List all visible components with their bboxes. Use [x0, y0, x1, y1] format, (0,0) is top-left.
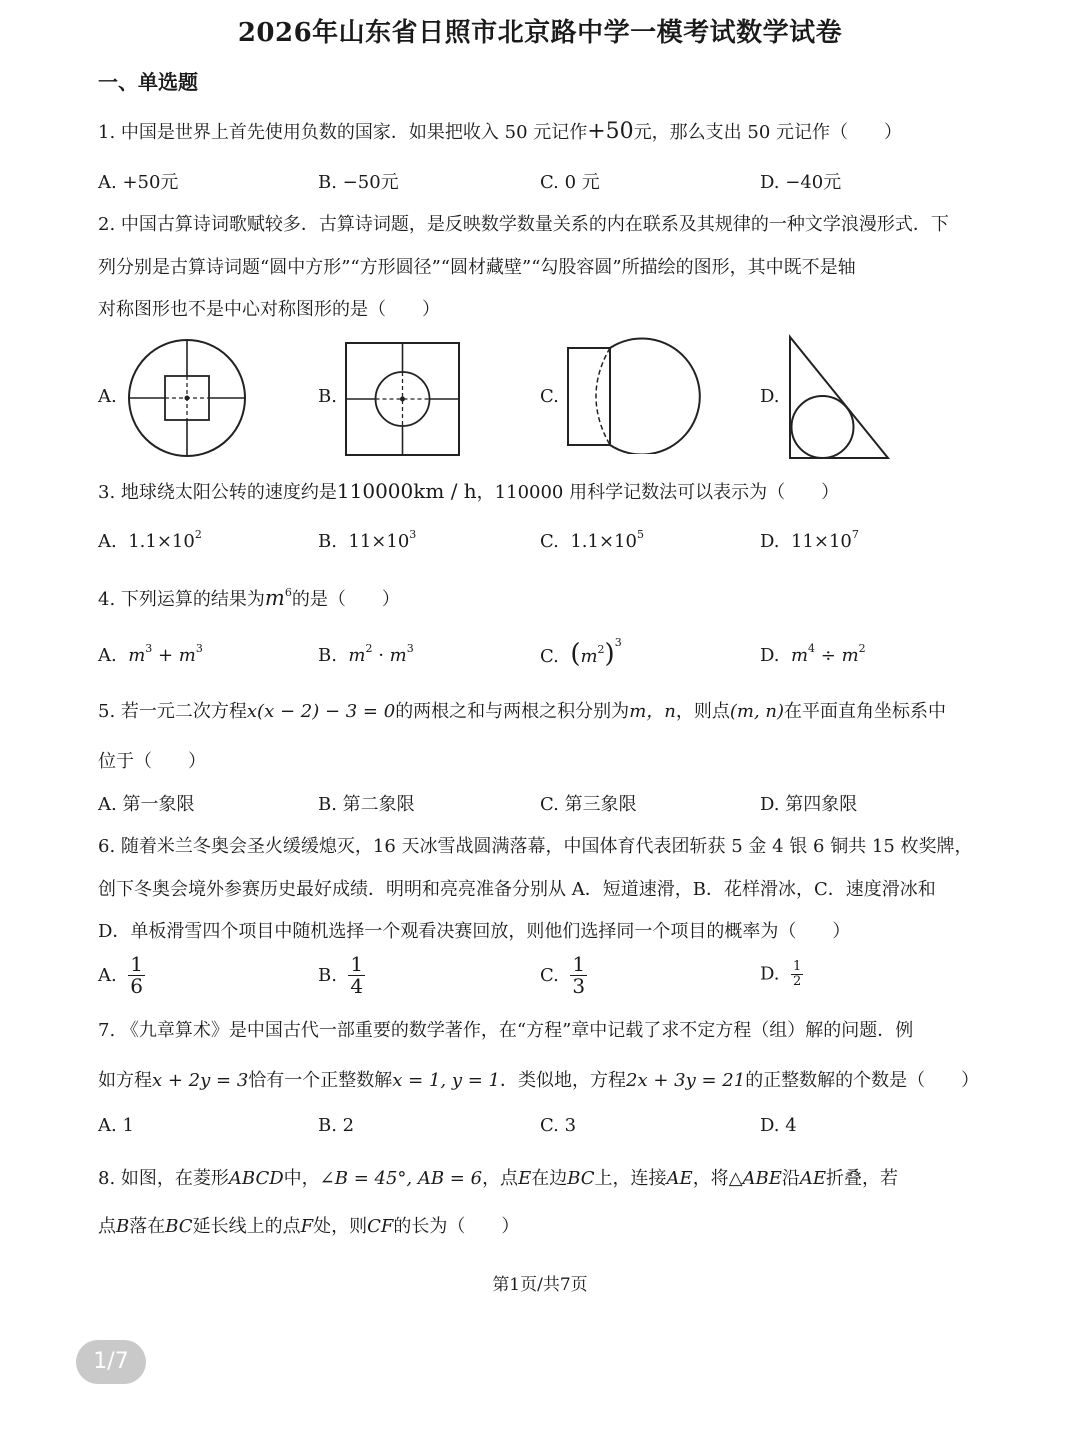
- q8-text-6: ，将: [692, 1168, 729, 1189]
- q6-line-3: D．单板滑雪四个项目中随机选择一个观看决赛回放，则他们选择同一个项目的概率为（ ）: [98, 921, 851, 942]
- q8-text-3: ，点: [482, 1168, 519, 1189]
- q6-b-num: 1: [350, 952, 364, 976]
- q3-b-exp: 3: [409, 528, 417, 541]
- q6-b-den: 4: [350, 974, 364, 998]
- q8-ae2: AE: [799, 1168, 827, 1189]
- q8-b: B: [116, 1216, 130, 1237]
- q3-d-exp: 7: [851, 528, 859, 541]
- q4-option-b: B. $m^2 \cdot m^3$: [318, 642, 414, 666]
- q5-option-d: D. 第四象限: [760, 794, 858, 815]
- q4-option-a: A. $m^3 + m^3$: [98, 642, 203, 666]
- q8-text-5: 上，连接: [594, 1168, 667, 1189]
- q6-line-1: 6. 随着米兰冬奥会圣火缓缓熄灭，16 天冰雪战圆满落幕，中国体育代表团斩获 5 金 4 银 6 铜共 15 枚奖牌，: [98, 836, 973, 857]
- figure-circle-in-wall: [564, 334, 714, 454]
- q5-option-b: B. 第二象限: [318, 794, 415, 815]
- q4-var: m: [264, 586, 285, 610]
- q8-text-7: 沿: [781, 1168, 800, 1189]
- q6-a-label: A.: [98, 965, 117, 986]
- q7-text-3: ．类似地，方程: [500, 1070, 626, 1091]
- q8-bc2: BC: [165, 1216, 193, 1237]
- q7-option-c: C. 3: [540, 1115, 577, 1136]
- q1-option-a: A. +50元: [98, 172, 179, 193]
- q1-text-end: 元，那么支出 50 元记作（ ）: [633, 122, 903, 143]
- q4-c-label: C.: [540, 646, 559, 667]
- q6-c-num: 1: [572, 952, 586, 976]
- q8-l2-text-2: 落在: [129, 1216, 166, 1237]
- q1-option-d: D. −40元: [760, 172, 842, 193]
- q6-a-num: 1: [130, 952, 143, 976]
- q3-option-b: [318, 528, 416, 552]
- q4-b-label: B.: [318, 645, 337, 666]
- q8-ae: AE: [666, 1168, 693, 1189]
- q4-d-label: D.: [760, 645, 780, 666]
- q3-a-exp: 2: [194, 528, 202, 541]
- q2-label-b: B.: [318, 386, 337, 407]
- figure-square-with-circle: [343, 340, 463, 458]
- q5-option-a: A. 第一象限: [98, 794, 195, 815]
- q8-text-2: 中，: [283, 1168, 320, 1189]
- q3-math: 110000km / h: [336, 479, 477, 503]
- q2-label-c: C.: [540, 386, 559, 407]
- figure-right-triangle-incircle: [784, 334, 894, 464]
- q7-sol: x = 1, y = 1: [392, 1070, 500, 1091]
- q8-l2-text: 点: [98, 1216, 116, 1237]
- q6-option-b: [318, 954, 365, 997]
- q7-text-2: 恰有一个正整数解: [248, 1070, 393, 1091]
- question-4: [98, 585, 400, 611]
- q8-cond: ∠B = 45°, AB = 6: [319, 1168, 483, 1189]
- q5-text-2: 的两根之和与两根之积分别为: [395, 701, 630, 722]
- page-indicator-badge[interactable]: 1/7: [76, 1340, 146, 1384]
- q5-text: 5. 若一元二次方程: [98, 701, 247, 722]
- q6-a-fraction: [128, 954, 145, 997]
- q7-eq1: x + 2y = 3: [152, 1070, 249, 1091]
- q5-text-3: ，则点: [675, 701, 730, 722]
- q5-option-c: C. 第三象限: [540, 794, 637, 815]
- q8-cf: CF: [367, 1216, 394, 1237]
- q6-b-label: B.: [318, 965, 337, 986]
- q4-text: 4. 下列运算的结果为: [98, 589, 265, 610]
- q5-equation: x(x − 2) − 3 = 0: [246, 701, 396, 722]
- q8-l2-text-3: 延长线上的点: [192, 1216, 301, 1237]
- page-footer: 第1页/共7页: [492, 1275, 588, 1295]
- page-title: 2026年山东省日照市北京路中学一模考试数学试卷: [237, 18, 843, 48]
- q6-option-c: [540, 954, 587, 997]
- q8-text-4: 在边: [531, 1168, 568, 1189]
- q8-f: F: [300, 1216, 314, 1237]
- q1-option-c: C. 0 元: [540, 172, 600, 193]
- q3-c-label: C.: [540, 531, 559, 552]
- q5-point: (m, n): [729, 701, 785, 722]
- q3-option-c: [540, 528, 644, 552]
- q8-text-8: 折叠，若: [826, 1168, 899, 1189]
- q5-line-2: 位于（ ）: [98, 751, 206, 772]
- q4-option-d: D. $m^4 \div m^2$: [760, 642, 866, 666]
- question-3: [98, 478, 839, 504]
- q8-l2-text-5: 的长为（ ）: [393, 1216, 520, 1237]
- q8-line-1: [98, 1164, 898, 1190]
- q7-text-4: 的正整数解的个数是（ ）: [745, 1070, 980, 1091]
- q3-a-base: 1.1×10: [128, 531, 195, 552]
- q7-text: 如方程: [98, 1070, 152, 1091]
- q3-b-label: B.: [318, 531, 337, 552]
- q2-line-2: 列分别是古算诗词题“圆中方形”“方形圆径”“圆材藏壁”“勾股容圆”所描绘的图形，其中既不是轴: [98, 257, 856, 278]
- q7-option-d: D. 4: [760, 1115, 797, 1136]
- q6-d-label: D.: [760, 963, 780, 985]
- q3-a-label: A.: [98, 531, 117, 552]
- q6-c-den: 3: [572, 974, 586, 998]
- q6-d-num: 1: [792, 959, 802, 974]
- section-heading: 一、单选题: [98, 70, 198, 94]
- q6-b-fraction: [348, 954, 365, 997]
- q5-vars: m，n: [629, 701, 676, 722]
- q3-option-a: [98, 528, 202, 552]
- q3-d-label: D.: [760, 531, 780, 552]
- question-5: [98, 697, 946, 723]
- q7-eq2: 2x + 3y = 21: [626, 1070, 746, 1091]
- q2-label-d: D.: [760, 386, 780, 407]
- figure-circle-with-square: [122, 336, 252, 460]
- q8-bc: BC: [567, 1168, 595, 1189]
- q6-c-label: C.: [540, 965, 559, 986]
- q8-e: E: [518, 1168, 532, 1189]
- q3-text: 3. 地球绕太阳公转的速度约是: [98, 482, 337, 503]
- q3-c-exp: 5: [636, 528, 644, 541]
- q6-c-fraction: [570, 954, 587, 997]
- q8-abcd: ABCD: [228, 1168, 284, 1189]
- q6-d-fraction: [791, 960, 803, 988]
- q3-b-base: 11×10: [348, 531, 410, 552]
- q3-text-end: ，110000 用科学记数法可以表示为（ ）: [476, 482, 840, 503]
- q8-tri: △ABE: [728, 1168, 782, 1189]
- question-1: [98, 118, 902, 144]
- q6-d-den: 2: [792, 973, 802, 989]
- q1-text: 1. 中国是世界上首先使用负数的国家．如果把收入 50 元记作: [98, 122, 588, 143]
- q6-a-den: 6: [130, 974, 143, 998]
- q8-text: 8. 如图，在菱形: [98, 1168, 229, 1189]
- q3-c-base: 1.1×10: [570, 531, 637, 552]
- q4-text-end: 的是（ ）: [291, 589, 400, 610]
- q6-option-a: [98, 954, 145, 997]
- q7-line-2: [98, 1066, 979, 1092]
- q3-option-d: [760, 528, 859, 552]
- q2-line-3: 对称图形也不是中心对称图形的是（ ）: [98, 299, 440, 320]
- q8-line-2: [98, 1212, 519, 1238]
- q5-text-4: 在平面直角坐标系中: [784, 701, 947, 722]
- q4-exp: 6: [284, 586, 292, 599]
- q4-option-c: C. $(m^2)^3$: [540, 636, 622, 669]
- q3-d-base: 11×10: [790, 531, 852, 552]
- q6-line-2: 创下冬奥会境外参赛历史最好成绩．明明和亮亮准备分别从 A．短道速滑，B．花样滑冰，C．速度滑冰和: [98, 879, 936, 900]
- q2-line-1: 2. 中国古算诗词歌赋较多．古算诗词题，是反映数学数量关系的内在联系及其规律的一种文学浪漫形式．下: [98, 214, 949, 235]
- q7-option-a: A. 1: [98, 1115, 134, 1136]
- q6-option-d: [760, 960, 803, 988]
- q1-option-b: B. −50元: [318, 172, 399, 193]
- q7-option-b: B. 2: [318, 1115, 355, 1136]
- q2-label-a: A.: [98, 386, 117, 407]
- q8-l2-text-4: 处，则: [313, 1216, 368, 1237]
- q7-line-1: 7. 《九章算术》是中国古代一部重要的数学著作，在“方程”章中记载了求不定方程（组）解的问题．例: [98, 1020, 914, 1041]
- q1-math: +50: [587, 119, 634, 144]
- q4-a-label: A.: [98, 645, 117, 666]
